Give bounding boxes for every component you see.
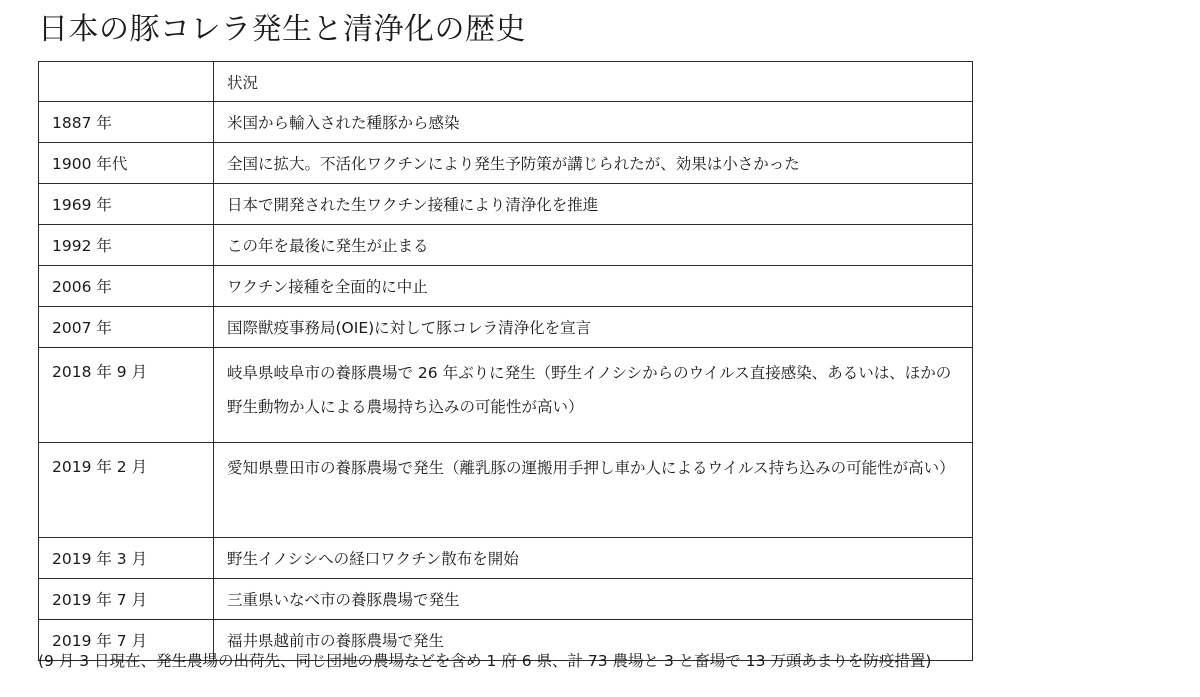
situation-cell: 全国に拡大。不活化ワクチンにより発生予防策が講じられたが、効果は小さかった <box>214 143 973 184</box>
year-cell: 1887 年 <box>39 102 214 143</box>
year-cell: 2006 年 <box>39 266 214 307</box>
table-row <box>39 348 973 443</box>
footnote: (9 月 3 日現在、発生農場の出荷先、同じ団地の農場などを含め 1 府 6 県、計 73 農場と 3 と畜場で 13 万頭あまりを防疫措置) <box>38 652 932 670</box>
year-cell: 2018 年 9 月 <box>39 348 214 443</box>
situation-cell: 米国から輸入された種豚から感染 <box>214 102 973 143</box>
year-cell: 2019 年 2 月 <box>39 443 214 538</box>
table-row <box>39 143 973 184</box>
table-row <box>39 443 973 538</box>
situation-cell: 愛知県豊田市の養豚農場で発生（離乳豚の運搬用手押し車か人によるウイルス持ち込みの可能性が高い） <box>214 443 973 538</box>
year-cell: 1969 年 <box>39 184 214 225</box>
year-cell: 1992 年 <box>39 225 214 266</box>
table-row <box>39 225 973 266</box>
situation-cell: 岐阜県岐阜市の養豚農場で 26 年ぶりに発生（野生イノシシからのウイルス直接感染、あるいは、ほかの野生動物か人による農場持ち込みの可能性が高い） <box>214 348 973 443</box>
page-title: 日本の豚コレラ発生と清浄化の歴史 <box>38 12 526 47</box>
history-table <box>38 61 973 661</box>
table-row <box>39 102 973 143</box>
situation-cell: 野生イノシシへの経口ワクチン散布を開始 <box>214 538 973 579</box>
table-row <box>39 307 973 348</box>
table-row <box>39 538 973 579</box>
year-cell: 2019 年 7 月 <box>39 620 214 661</box>
situation-cell: この年を最後に発生が止まる <box>214 225 973 266</box>
table-header-row <box>39 62 973 102</box>
column-header-situation: 状況 <box>214 62 973 102</box>
situation-cell: 日本で開発された生ワクチン接種により清浄化を推進 <box>214 184 973 225</box>
situation-cell: 国際獣疫事務局(OIE)に対して豚コレラ清浄化を宣言 <box>214 307 973 348</box>
year-cell: 2007 年 <box>39 307 214 348</box>
year-cell: 1900 年代 <box>39 143 214 184</box>
column-header-year <box>39 62 214 102</box>
situation-cell: 福井県越前市の養豚農場で発生 <box>214 620 973 661</box>
year-cell: 2019 年 7 月 <box>39 579 214 620</box>
situation-cell: 三重県いなべ市の養豚農場で発生 <box>214 579 973 620</box>
table-row <box>39 579 973 620</box>
table-row <box>39 266 973 307</box>
table-row <box>39 184 973 225</box>
situation-cell: ワクチン接種を全面的に中止 <box>214 266 973 307</box>
year-cell: 2019 年 3 月 <box>39 538 214 579</box>
